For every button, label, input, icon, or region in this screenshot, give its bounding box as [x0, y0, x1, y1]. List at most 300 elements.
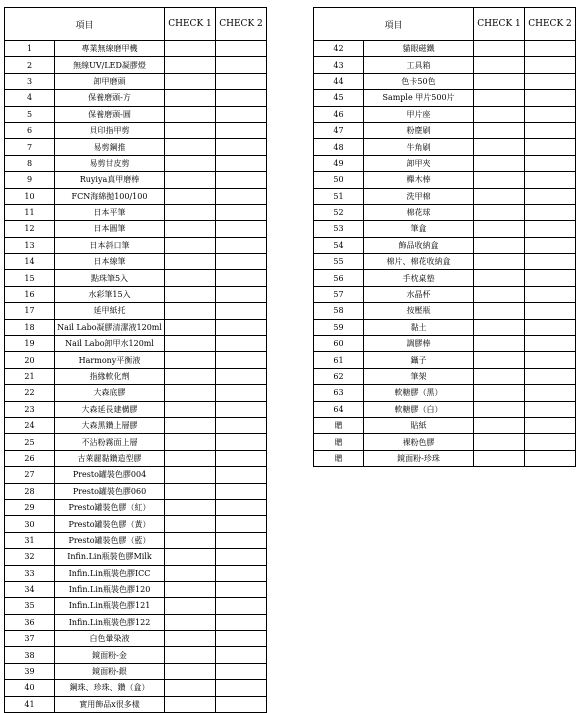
- check2-cell[interactable]: [216, 532, 267, 548]
- check1-cell[interactable]: [474, 401, 525, 417]
- check1-cell[interactable]: [165, 106, 216, 122]
- row-item-name: 鏡面粉-珍珠: [364, 450, 474, 466]
- row-number: 49: [314, 155, 364, 171]
- check1-cell[interactable]: [165, 467, 216, 483]
- check2-cell[interactable]: [525, 188, 576, 204]
- check1-cell[interactable]: [165, 581, 216, 597]
- check1-cell[interactable]: [165, 614, 216, 630]
- table-body-left: [5, 41, 267, 713]
- check2-cell[interactable]: [216, 565, 267, 581]
- header-check1: CHECK 1: [474, 8, 525, 41]
- check1-cell[interactable]: [165, 450, 216, 466]
- table-row: [5, 516, 267, 532]
- row-item-name: Presto罐裝色膠（藍）: [55, 532, 165, 548]
- check1-cell[interactable]: [165, 565, 216, 581]
- row-item-name: 古萊麗黏鑽造型膠: [55, 450, 165, 466]
- check2-cell[interactable]: [216, 549, 267, 565]
- row-number: 1: [5, 41, 55, 57]
- check2-cell[interactable]: [216, 286, 267, 302]
- row-number: 59: [314, 319, 364, 335]
- row-item-name: 水彩筆15入: [55, 286, 165, 302]
- row-item-name: Sample 甲片500片: [364, 90, 474, 106]
- row-item-name: 軟糖膠（白）: [364, 401, 474, 417]
- table-row: [314, 155, 576, 171]
- check1-cell[interactable]: [165, 680, 216, 696]
- checklist-table-left: [4, 7, 267, 713]
- row-number: 28: [5, 483, 55, 499]
- row-item-name: 實用飾品x很多樣: [55, 696, 165, 712]
- table-row: [314, 270, 576, 286]
- table-row: [5, 385, 267, 401]
- table-row: [314, 450, 576, 466]
- row-number: 32: [5, 549, 55, 565]
- row-item-name: Harmony平衡液: [55, 352, 165, 368]
- row-item-name: 粉塵刷: [364, 122, 474, 138]
- check1-cell[interactable]: [474, 106, 525, 122]
- table-row: [314, 336, 576, 352]
- row-item-name: 洗甲棉: [364, 188, 474, 204]
- check2-cell[interactable]: [216, 319, 267, 335]
- row-number: 5: [5, 106, 55, 122]
- check1-cell[interactable]: [474, 90, 525, 106]
- check2-cell[interactable]: [525, 254, 576, 270]
- row-item-name: 棉片、棉花收納盒: [364, 254, 474, 270]
- table-row: [5, 368, 267, 384]
- check2-cell[interactable]: [216, 155, 267, 171]
- check2-cell[interactable]: [525, 368, 576, 384]
- row-number: 25: [5, 434, 55, 450]
- row-number: 贈: [314, 450, 364, 466]
- row-number: 26: [5, 450, 55, 466]
- check1-cell[interactable]: [474, 172, 525, 188]
- row-item-name: 鏡面粉-銀: [55, 663, 165, 679]
- row-item-name: 牛角刷: [364, 139, 474, 155]
- table-row: [314, 188, 576, 204]
- check2-cell[interactable]: [525, 155, 576, 171]
- table-row: [5, 483, 267, 499]
- row-number: 16: [5, 286, 55, 302]
- check2-cell[interactable]: [216, 254, 267, 270]
- check2-cell[interactable]: [216, 680, 267, 696]
- check2-cell[interactable]: [525, 90, 576, 106]
- row-item-name: 棉花球: [364, 204, 474, 220]
- check2-cell[interactable]: [216, 598, 267, 614]
- check1-cell[interactable]: [165, 319, 216, 335]
- check1-cell[interactable]: [165, 286, 216, 302]
- check1-cell[interactable]: [474, 385, 525, 401]
- check2-cell[interactable]: [216, 467, 267, 483]
- row-number: 11: [5, 204, 55, 220]
- row-item-name: 日本斜口筆: [55, 237, 165, 253]
- check2-cell[interactable]: [525, 303, 576, 319]
- table-row: [5, 434, 267, 450]
- row-number: 57: [314, 286, 364, 302]
- row-item-name: 貝印指甲剪: [55, 122, 165, 138]
- check2-cell[interactable]: [525, 450, 576, 466]
- row-number: 34: [5, 581, 55, 597]
- table-row: [314, 122, 576, 138]
- check1-cell[interactable]: [165, 532, 216, 548]
- check2-cell[interactable]: [216, 303, 267, 319]
- check2-cell[interactable]: [216, 434, 267, 450]
- row-item-name: 裸粉色膠: [364, 434, 474, 450]
- row-number: 9: [5, 172, 55, 188]
- check2-cell[interactable]: [216, 172, 267, 188]
- row-number: 62: [314, 368, 364, 384]
- check1-cell[interactable]: [165, 188, 216, 204]
- row-number: 61: [314, 352, 364, 368]
- check2-cell[interactable]: [525, 286, 576, 302]
- row-number: 贈: [314, 434, 364, 450]
- row-number: 4: [5, 90, 55, 106]
- row-number: 17: [5, 303, 55, 319]
- row-number: 43: [314, 57, 364, 73]
- check1-cell[interactable]: [474, 352, 525, 368]
- check2-cell[interactable]: [525, 172, 576, 188]
- row-item-name: 指緣軟化劑: [55, 368, 165, 384]
- check1-cell[interactable]: [165, 73, 216, 89]
- check1-cell[interactable]: [474, 286, 525, 302]
- table-row: [314, 417, 576, 433]
- check2-cell[interactable]: [525, 106, 576, 122]
- check2-cell[interactable]: [216, 270, 267, 286]
- check1-cell[interactable]: [165, 434, 216, 450]
- check2-cell[interactable]: [216, 516, 267, 532]
- check1-cell[interactable]: [165, 549, 216, 565]
- check2-cell[interactable]: [216, 139, 267, 155]
- check1-cell[interactable]: [165, 631, 216, 647]
- row-number: 46: [314, 106, 364, 122]
- header-check2: CHECK 2: [525, 8, 576, 41]
- row-item-name: 鑷子: [364, 352, 474, 368]
- row-number: 14: [5, 254, 55, 270]
- table-row: [314, 368, 576, 384]
- check1-cell[interactable]: [474, 73, 525, 89]
- table-row: [5, 122, 267, 138]
- table-row: [314, 73, 576, 89]
- row-number: 37: [5, 631, 55, 647]
- table-header-row: [5, 8, 267, 41]
- row-number: 31: [5, 532, 55, 548]
- row-item-name: FCN海綿拋100/100: [55, 188, 165, 204]
- table-row: [314, 139, 576, 155]
- table-row: [5, 303, 267, 319]
- check2-cell[interactable]: [216, 352, 267, 368]
- check2-cell[interactable]: [216, 631, 267, 647]
- check1-cell[interactable]: [474, 204, 525, 220]
- check2-cell[interactable]: [525, 41, 576, 57]
- table-row: [314, 106, 576, 122]
- check2-cell[interactable]: [525, 352, 576, 368]
- row-number: 51: [314, 188, 364, 204]
- row-item-name: 不沾粉霧面上層: [55, 434, 165, 450]
- check1-cell[interactable]: [165, 401, 216, 417]
- check2-cell[interactable]: [525, 204, 576, 220]
- row-item-name: Presto罐裝色膠（紅）: [55, 499, 165, 515]
- row-item-name: 日本圓筆: [55, 221, 165, 237]
- row-item-name: Nail Labo凝膠清潔液120ml: [55, 319, 165, 335]
- check1-cell[interactable]: [474, 254, 525, 270]
- row-number: 36: [5, 614, 55, 630]
- check1-cell[interactable]: [474, 434, 525, 450]
- check1-cell[interactable]: [474, 417, 525, 433]
- check2-cell[interactable]: [216, 663, 267, 679]
- row-item-name: Ruyiya真甲磨棒: [55, 172, 165, 188]
- check1-cell[interactable]: [165, 57, 216, 73]
- check1-cell[interactable]: [165, 368, 216, 384]
- check2-cell[interactable]: [216, 499, 267, 515]
- check1-cell[interactable]: [474, 155, 525, 171]
- row-item-name: 調膠棒: [364, 336, 474, 352]
- row-number: 23: [5, 401, 55, 417]
- table-row: [5, 467, 267, 483]
- check1-cell[interactable]: [165, 155, 216, 171]
- row-number: 63: [314, 385, 364, 401]
- check1-cell[interactable]: [165, 221, 216, 237]
- check1-cell[interactable]: [165, 352, 216, 368]
- check1-cell[interactable]: [165, 139, 216, 155]
- row-number: 60: [314, 336, 364, 352]
- table-row: [5, 680, 267, 696]
- table-row: [314, 286, 576, 302]
- row-number: 35: [5, 598, 55, 614]
- row-number: 2: [5, 57, 55, 73]
- row-item-name: 易剪甘皮剪: [55, 155, 165, 171]
- row-item-name: 專業無線磨甲機: [55, 41, 165, 57]
- check1-cell[interactable]: [165, 385, 216, 401]
- check1-cell[interactable]: [165, 417, 216, 433]
- check2-cell[interactable]: [216, 41, 267, 57]
- row-item-name: 白色暈染液: [55, 631, 165, 647]
- check1-cell[interactable]: [474, 57, 525, 73]
- table-row: [314, 237, 576, 253]
- check1-cell[interactable]: [165, 516, 216, 532]
- row-item-name: Infin.Lin瓶裝色膠122: [55, 614, 165, 630]
- table-row: [5, 499, 267, 515]
- check1-cell[interactable]: [474, 41, 525, 57]
- check2-cell[interactable]: [216, 401, 267, 417]
- table-row: [314, 352, 576, 368]
- check1-cell[interactable]: [165, 696, 216, 712]
- row-number: 33: [5, 565, 55, 581]
- check2-cell[interactable]: [525, 319, 576, 335]
- check2-cell[interactable]: [525, 237, 576, 253]
- checklist-table-right: [313, 7, 576, 467]
- table-row: [5, 188, 267, 204]
- table-row: [314, 221, 576, 237]
- check1-cell[interactable]: [165, 254, 216, 270]
- table-row: [5, 565, 267, 581]
- check2-cell[interactable]: [216, 221, 267, 237]
- check1-cell[interactable]: [165, 303, 216, 319]
- row-item-name: 大森黑鑽上層膠: [55, 417, 165, 433]
- row-item-name: 大森底膠: [55, 385, 165, 401]
- table-row: [5, 155, 267, 171]
- check2-cell[interactable]: [216, 614, 267, 630]
- row-number: 52: [314, 204, 364, 220]
- row-item-name: Infin.Lin瓶裝色膠121: [55, 598, 165, 614]
- check1-cell[interactable]: [474, 122, 525, 138]
- row-item-name: Presto罐裝色膠060: [55, 483, 165, 499]
- check1-cell[interactable]: [165, 204, 216, 220]
- row-number: 64: [314, 401, 364, 417]
- check2-cell[interactable]: [216, 90, 267, 106]
- row-item-name: 筆架: [364, 368, 474, 384]
- check1-cell[interactable]: [474, 319, 525, 335]
- check1-cell[interactable]: [474, 270, 525, 286]
- row-item-name: 黏土: [364, 319, 474, 335]
- check2-cell[interactable]: [216, 450, 267, 466]
- check1-cell[interactable]: [165, 172, 216, 188]
- table-row: [5, 254, 267, 270]
- row-item-name: 軟糖膠（黑）: [364, 385, 474, 401]
- check2-cell[interactable]: [216, 106, 267, 122]
- table-row: [5, 401, 267, 417]
- table-row: [5, 172, 267, 188]
- header-item: 項目: [314, 8, 474, 41]
- row-item-name: Infin.Lin瓶裝色膠Milk: [55, 549, 165, 565]
- header-check2: CHECK 2: [216, 8, 267, 41]
- check2-cell[interactable]: [216, 385, 267, 401]
- check1-cell[interactable]: [165, 647, 216, 663]
- table-row: [5, 647, 267, 663]
- check2-cell[interactable]: [216, 368, 267, 384]
- table-row: [314, 319, 576, 335]
- check2-cell[interactable]: [525, 139, 576, 155]
- table-row: [314, 90, 576, 106]
- table-row: [5, 139, 267, 155]
- check2-cell[interactable]: [216, 237, 267, 253]
- table-row: [5, 204, 267, 220]
- row-number: 40: [5, 680, 55, 696]
- table-row: [5, 57, 267, 73]
- check1-cell[interactable]: [474, 303, 525, 319]
- row-item-name: 延甲紙托: [55, 303, 165, 319]
- row-number: 3: [5, 73, 55, 89]
- table-row: [5, 663, 267, 679]
- row-number: 24: [5, 417, 55, 433]
- row-item-name: 日本平筆: [55, 204, 165, 220]
- check1-cell[interactable]: [165, 336, 216, 352]
- check2-cell[interactable]: [525, 73, 576, 89]
- check1-cell[interactable]: [165, 270, 216, 286]
- row-item-name: 色卡50色: [364, 73, 474, 89]
- check2-cell[interactable]: [216, 73, 267, 89]
- table-row: [5, 336, 267, 352]
- row-number: 18: [5, 319, 55, 335]
- row-item-name: 大森延長建構膠: [55, 401, 165, 417]
- table-row: [5, 221, 267, 237]
- check1-cell[interactable]: [474, 450, 525, 466]
- check2-cell[interactable]: [216, 336, 267, 352]
- check2-cell[interactable]: [525, 221, 576, 237]
- check2-cell[interactable]: [525, 336, 576, 352]
- check2-cell[interactable]: [525, 385, 576, 401]
- check1-cell[interactable]: [474, 139, 525, 155]
- check2-cell[interactable]: [216, 417, 267, 433]
- row-number: 42: [314, 41, 364, 57]
- row-item-name: 點珠筆5入: [55, 270, 165, 286]
- row-number: 13: [5, 237, 55, 253]
- check1-cell[interactable]: [165, 41, 216, 57]
- row-item-name: Presto罐裝色膠004: [55, 467, 165, 483]
- check2-cell[interactable]: [216, 188, 267, 204]
- table-row: [5, 106, 267, 122]
- check1-cell[interactable]: [474, 368, 525, 384]
- check1-cell[interactable]: [474, 336, 525, 352]
- row-item-name: 保養磨頭-圓: [55, 106, 165, 122]
- check1-cell[interactable]: [165, 237, 216, 253]
- row-number: 39: [5, 663, 55, 679]
- check2-cell[interactable]: [525, 57, 576, 73]
- row-number: 10: [5, 188, 55, 204]
- row-item-name: 甲片座: [364, 106, 474, 122]
- row-number: 48: [314, 139, 364, 155]
- table-row: [5, 581, 267, 597]
- check1-cell[interactable]: [165, 663, 216, 679]
- row-item-name: 水晶杯: [364, 286, 474, 302]
- check1-cell[interactable]: [474, 221, 525, 237]
- check2-cell[interactable]: [216, 122, 267, 138]
- row-number: 50: [314, 172, 364, 188]
- check2-cell[interactable]: [216, 483, 267, 499]
- check1-cell[interactable]: [165, 598, 216, 614]
- check1-cell[interactable]: [474, 188, 525, 204]
- check1-cell[interactable]: [165, 499, 216, 515]
- check2-cell[interactable]: [216, 57, 267, 73]
- check1-cell[interactable]: [165, 483, 216, 499]
- table-row: [5, 319, 267, 335]
- row-number: 22: [5, 385, 55, 401]
- row-item-name: Nail Labo卸甲水120ml: [55, 336, 165, 352]
- header-item: 項目: [5, 8, 165, 41]
- table-row: [5, 696, 267, 712]
- row-number: 44: [314, 73, 364, 89]
- check2-cell[interactable]: [525, 434, 576, 450]
- table-row: [314, 204, 576, 220]
- check2-cell[interactable]: [525, 417, 576, 433]
- check2-cell[interactable]: [216, 696, 267, 712]
- row-number: 55: [314, 254, 364, 270]
- row-item-name: 易剪鋼推: [55, 139, 165, 155]
- row-number: 8: [5, 155, 55, 171]
- check2-cell[interactable]: [216, 581, 267, 597]
- row-item-name: 工具箱: [364, 57, 474, 73]
- check1-cell[interactable]: [165, 122, 216, 138]
- check2-cell[interactable]: [525, 122, 576, 138]
- row-item-name: 按壓瓶: [364, 303, 474, 319]
- check1-cell[interactable]: [474, 237, 525, 253]
- row-item-name: 鏡面粉-金: [55, 647, 165, 663]
- table-row: [5, 532, 267, 548]
- check2-cell[interactable]: [525, 270, 576, 286]
- check2-cell[interactable]: [216, 204, 267, 220]
- row-item-name: 無線UV/LED凝膠燈: [55, 57, 165, 73]
- row-item-name: Presto罐裝色膠（黃）: [55, 516, 165, 532]
- table-row: [314, 254, 576, 270]
- table-row: [5, 90, 267, 106]
- check1-cell[interactable]: [165, 90, 216, 106]
- row-item-name: Infin.Lin瓶裝色膠120: [55, 581, 165, 597]
- check2-cell[interactable]: [525, 401, 576, 417]
- row-number: 15: [5, 270, 55, 286]
- row-number: 38: [5, 647, 55, 663]
- row-number: 56: [314, 270, 364, 286]
- table-row: [5, 614, 267, 630]
- table-row: [5, 73, 267, 89]
- table-row: [5, 631, 267, 647]
- check2-cell[interactable]: [216, 647, 267, 663]
